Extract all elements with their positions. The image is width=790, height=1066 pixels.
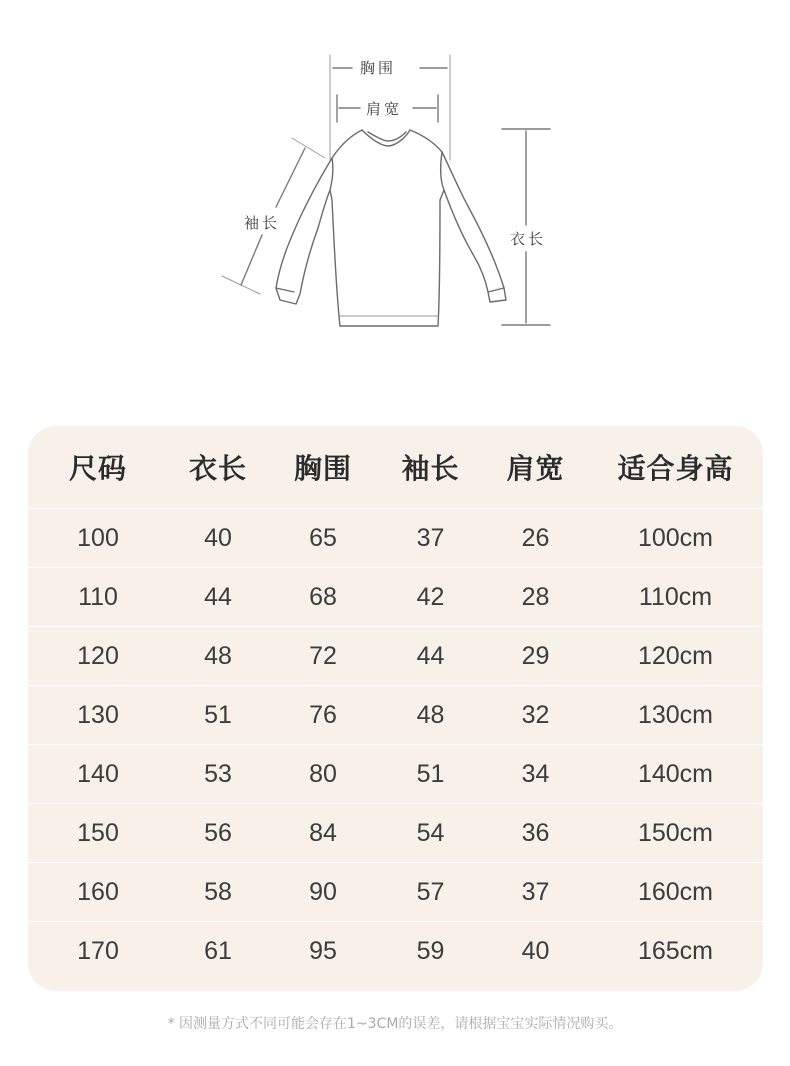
cell-size: 130 xyxy=(77,700,119,729)
cell-sleeve: 48 xyxy=(416,700,445,729)
cell-sleeve: 42 xyxy=(416,582,445,611)
cell-size: 170 xyxy=(77,936,119,965)
cell-length: 48 xyxy=(204,641,232,670)
cell-length: 61 xyxy=(204,936,232,965)
cell-height: 100cm xyxy=(637,523,714,552)
cell-shoulder: 26 xyxy=(521,523,550,552)
table-body xyxy=(28,508,763,980)
cell-chest: 84 xyxy=(309,818,337,847)
cell-chest: 68 xyxy=(309,582,337,611)
cell-size: 160 xyxy=(77,877,119,906)
cell-height: 165cm xyxy=(637,936,714,965)
shoulder-label: 肩宽 xyxy=(366,100,403,118)
cell-length: 40 xyxy=(204,523,232,552)
header-size: 尺码 xyxy=(68,452,127,485)
cell-chest: 65 xyxy=(309,523,337,552)
cell-height: 140cm xyxy=(637,759,714,788)
cell-chest: 95 xyxy=(309,936,337,965)
cell-sleeve: 54 xyxy=(416,818,445,847)
cell-shoulder: 36 xyxy=(521,818,550,847)
cell-chest: 90 xyxy=(309,877,337,906)
header-chest: 胸围 xyxy=(293,452,352,485)
table-row xyxy=(28,567,763,626)
cell-height: 130cm xyxy=(637,700,714,729)
sweater-illustration xyxy=(0,0,790,360)
size-table xyxy=(28,426,763,991)
cell-height: 120cm xyxy=(637,641,714,670)
cell-shoulder: 40 xyxy=(521,936,550,965)
measurement-diagram xyxy=(0,0,790,360)
cell-length: 53 xyxy=(204,759,232,788)
cell-size: 150 xyxy=(77,818,119,847)
cell-length: 44 xyxy=(204,582,232,611)
measurement-footnote: * 因测量方式不同可能会存在1~3CM的误差，请根据宝宝实际情况购买。 xyxy=(167,1016,623,1032)
cell-length: 51 xyxy=(204,700,232,729)
sleeve-label: 袖长 xyxy=(244,214,281,232)
table-row xyxy=(28,921,763,980)
cell-size: 100 xyxy=(77,523,119,552)
table-row xyxy=(28,862,763,921)
header-sleeve: 袖长 xyxy=(401,452,460,485)
table-header xyxy=(28,426,763,508)
cell-chest: 76 xyxy=(309,700,337,729)
cell-size: 110 xyxy=(78,582,118,611)
table-row xyxy=(28,744,763,803)
cell-size: 140 xyxy=(77,759,119,788)
cell-sleeve: 59 xyxy=(416,936,445,965)
cell-sleeve: 57 xyxy=(416,877,445,906)
cell-height: 110cm xyxy=(638,582,713,611)
cell-shoulder: 29 xyxy=(521,641,550,670)
cell-size: 120 xyxy=(77,641,119,670)
cell-shoulder: 28 xyxy=(521,582,550,611)
cell-height: 150cm xyxy=(637,818,714,847)
cell-shoulder: 32 xyxy=(521,700,550,729)
table-row xyxy=(28,508,763,567)
length-label: 衣长 xyxy=(510,230,547,248)
cell-sleeve: 44 xyxy=(416,641,445,670)
cell-shoulder: 37 xyxy=(521,877,550,906)
cell-length: 56 xyxy=(204,818,232,847)
cell-length: 58 xyxy=(204,877,232,906)
cell-chest: 80 xyxy=(309,759,337,788)
table-row xyxy=(28,803,763,862)
header-height: 适合身高 xyxy=(617,452,734,485)
cell-shoulder: 34 xyxy=(521,759,550,788)
header-length: 衣长 xyxy=(188,452,247,485)
cell-sleeve: 37 xyxy=(416,523,445,552)
header-shoulder: 肩宽 xyxy=(506,452,565,485)
cell-sleeve: 51 xyxy=(416,759,445,788)
table-row xyxy=(28,626,763,685)
chest-label: 胸围 xyxy=(360,59,397,77)
table-row xyxy=(28,685,763,744)
cell-chest: 72 xyxy=(309,641,337,670)
cell-height: 160cm xyxy=(637,877,714,906)
